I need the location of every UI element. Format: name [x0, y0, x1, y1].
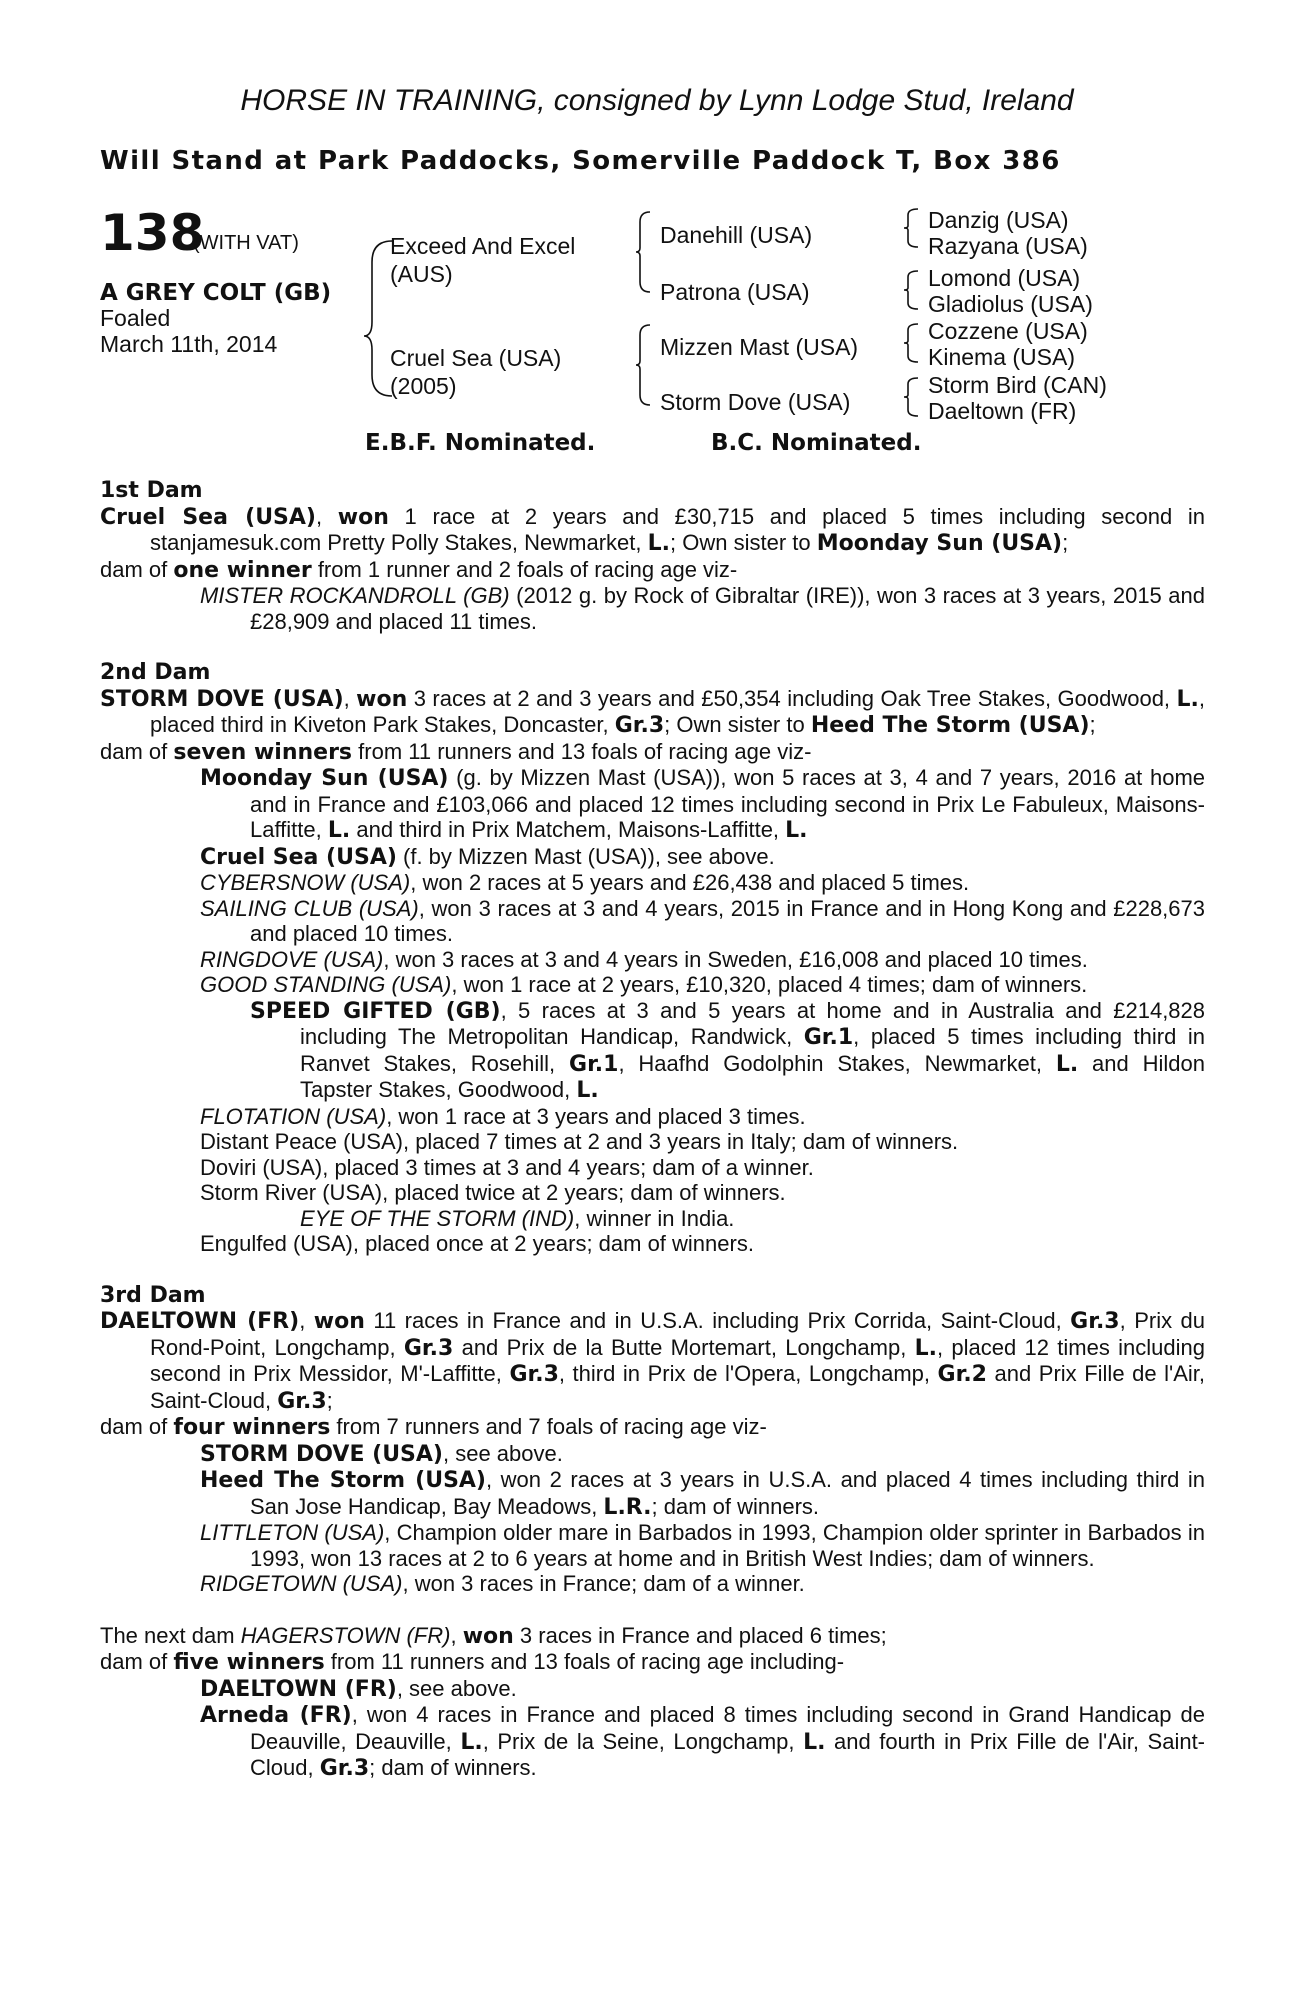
produce-entry: SAILING CLUB (USA), won 3 races at 3 and 4 years, 2015 in France and in Hong Kong and £228,673 and placed 10 times. [200, 895, 1206, 946]
pedigree-brackets [0, 0, 1314, 460]
produce-entry: GOOD STANDING (USA), won 1 race at 2 years, £10,320, placed 4 times; dam of winners. [200, 972, 1088, 997]
horse-description: A GREY COLT (GB) [100, 280, 332, 306]
dam-name: Cruel Sea (USA) [390, 345, 562, 371]
next-dam-record: The next dam HAGERSTOWN (FR), won 3 races in France and placed 6 times; [100, 1622, 887, 1649]
dd-sire: Storm Bird (CAN) [928, 372, 1107, 398]
produce-entry: FLOTATION (USA), won 1 race at 3 years and placed 3 times. [200, 1103, 806, 1129]
grandproduce-entry: EYE OF THE STORM (IND), winner in India. [300, 1205, 735, 1231]
produce-entry: Distant Peace (USA), placed 7 times at 2 and 3 years in Italy; dam of winners. [200, 1129, 959, 1154]
consignor-title: HORSE IN TRAINING, consigned by Lynn Lodge Stud, Ireland [240, 84, 1074, 117]
stable-location: Will Stand at Park Paddocks, Somerville Paddock T, Box 386 [100, 146, 1061, 176]
first-dam-produce-summary: dam of one winner from 1 runner and 2 foals of racing age viz- [100, 556, 738, 583]
ebf-nomination: E.B.F. Nominated. [365, 430, 596, 456]
produce-name: MISTER ROCKANDROLL (GB) [200, 583, 510, 608]
sire-dam: Patrona (USA) [660, 279, 810, 305]
horse-name: DAELTOWN (FR) [100, 1309, 300, 1334]
produce-entry: Engulfed (USA), placed once at 2 years; dam of winners. [200, 1231, 754, 1256]
dam-year: (2005) [390, 373, 457, 399]
second-dam-heading: 2nd Dam [100, 660, 211, 685]
won-word: won [337, 504, 389, 530]
produce-entry: Doviri (USA), placed 3 times at 3 and 4 years; dam of a winner. [200, 1154, 814, 1180]
lot-number: 138 [100, 204, 205, 262]
sire-sire: Danehill (USA) [660, 222, 813, 248]
third-dam-record: DAELTOWN (FR), won 11 races in France and in U.S.A. including Prix Corrida, Saint-Cloud, Gr.3, Prix du Rond-Point, Longchamp, Gr.3 and Prix de la Butte Mortemart, Longchamp, L., placed 12 times including second in Prix Messidor, M'-Laffitte, Gr.3, third in Prix de l'Opera, Longchamp, Gr.2 and Prix Fille de l'Air, Saint-Cloud, Gr.3; [100, 1308, 1206, 1414]
third-dam-produce-summary: dam of four winners from 7 runners and 7 foals of racing age viz- [100, 1414, 767, 1440]
vat-note: (WITH VAT) [193, 232, 299, 254]
ds-dam: Kinema (USA) [928, 344, 1075, 370]
produce-entry: Heed The Storm (USA), won 2 races at 3 years in U.S.A. and placed 4 times including third in San Jose Handicap, Bay Meadows, L.R.; dam of winners. [200, 1467, 1205, 1520]
sire-name: Exceed And Excel [390, 233, 576, 259]
next-dam-produce-summary: dam of five winners from 11 runners and 13 foals of racing age including- [100, 1649, 845, 1675]
horse-name: HAGERSTOWN (FR) [240, 1622, 451, 1648]
produce-entry: CYBERSNOW (USA), won 2 races at 5 years and £26,438 and placed 5 times. [200, 870, 970, 895]
produce-entry: DAELTOWN (FR), see above. [200, 1675, 517, 1702]
foaled-label: Foaled [100, 305, 171, 331]
bc-nomination: B.C. Nominated. [711, 430, 922, 456]
produce-entry: MISTER ROCKANDROLL (GB) (2012 g. by Rock of Gibraltar (IRE)), won 3 races at 3 years, 2015 and £28,909 and placed 11 times. [200, 583, 1205, 634]
sister-name: Heed The Storm (USA) [810, 713, 1090, 738]
ds-sire: Cozzene (USA) [928, 318, 1088, 344]
produce-entry: Storm River (USA), placed twice at 2 years; dam of winners. [200, 1180, 786, 1205]
sd-sire: Lomond (USA) [928, 265, 1081, 291]
second-dam-produce-summary: dam of seven winners from 11 runners and 13 foals of racing age viz- [100, 738, 812, 765]
produce-entry: STORM DOVE (USA), see above. [200, 1440, 563, 1467]
first-dam-heading: 1st Dam [100, 478, 203, 503]
produce-entry: Moonday Sun (USA) (g. by Mizzen Mast (USA)), won 5 races at 3, 4 and 7 years, 2016 at home and in France and £103,066 and placed 12 times including second in Prix Le Fabuleux, Maisons-Laffitte, L. and third in Prix Matchem, Maisons-Laffitte, L. [200, 765, 1206, 843]
sd-dam: Gladiolus (USA) [928, 291, 1093, 317]
catalogue-body [100, 478, 1205, 1782]
dam-sire: Mizzen Mast (USA) [660, 334, 859, 360]
horse-name: Cruel Sea (USA) [100, 504, 316, 530]
second-dam-record: STORM DOVE (USA), won 3 races at 2 and 3 years and £50,354 including Oak Tree Stakes, Goodwood, L., placed third in Kiveton Park Stakes, Doncaster, Gr.3; Own sister to Heed The Storm (USA); [100, 685, 1205, 738]
horse-name: STORM DOVE (USA) [100, 686, 344, 712]
sire-origin: (AUS) [390, 261, 453, 287]
produce-entry: LITTLETON (USA), Champion older mare in Barbados in 1993, Champion older sprinter in Barbados in 1993, won 13 races at 2 to 6 years at home and in British West Indies; dam of winners. [200, 1520, 1205, 1571]
produce-entry: RIDGETOWN (USA), won 3 races in France; dam of a winner. [200, 1571, 805, 1596]
ss-dam: Razyana (USA) [928, 233, 1088, 259]
produce-entry: Cruel Sea (USA) (f. by Mizzen Mast (USA)), see above. [200, 843, 775, 870]
produce-entry: Arneda (FR), won 4 races in France and placed 8 times including second in Grand Handicap de Deauville, Deauville, L., Prix de la Seine, Longchamp, L. and fourth in Prix Fille de l'Air, Saint-Cloud, Gr.3; dam of winners. [200, 1702, 1206, 1781]
grandproduce-entry: SPEED GIFTED (GB), 5 races at 3 and 5 years at home and in Australia and £214,828 including The Metropolitan Handicap, Randwick, Gr.1, placed 5 times including third in Ranvet Stakes, Rosehill, Gr.1, Haafhd Godolphin Stakes, Newmarket, L. and Hildon Tapster Stakes, Goodwood, L. [250, 997, 1206, 1103]
dd-dam: Daeltown (FR) [928, 398, 1077, 424]
third-dam-heading: 3rd Dam [100, 1282, 206, 1308]
ss-sire: Danzig (USA) [928, 207, 1069, 233]
sister-name: Moonday Sun (USA) [816, 531, 1063, 556]
foaled-date: March 11th, 2014 [100, 331, 278, 357]
dam-dam: Storm Dove (USA) [660, 389, 851, 415]
produce-entry: RINGDOVE (USA), won 3 races at 3 and 4 years in Sweden, £16,008 and placed 10 times. [200, 946, 1088, 972]
first-dam-record: Cruel Sea (USA), won 1 race at 2 years and £30,715 and placed 5 times including second in stanjamesuk.com Pretty Polly Stakes, Newmarket, L.; Own sister to Moonday Sun (USA); [100, 503, 1205, 556]
